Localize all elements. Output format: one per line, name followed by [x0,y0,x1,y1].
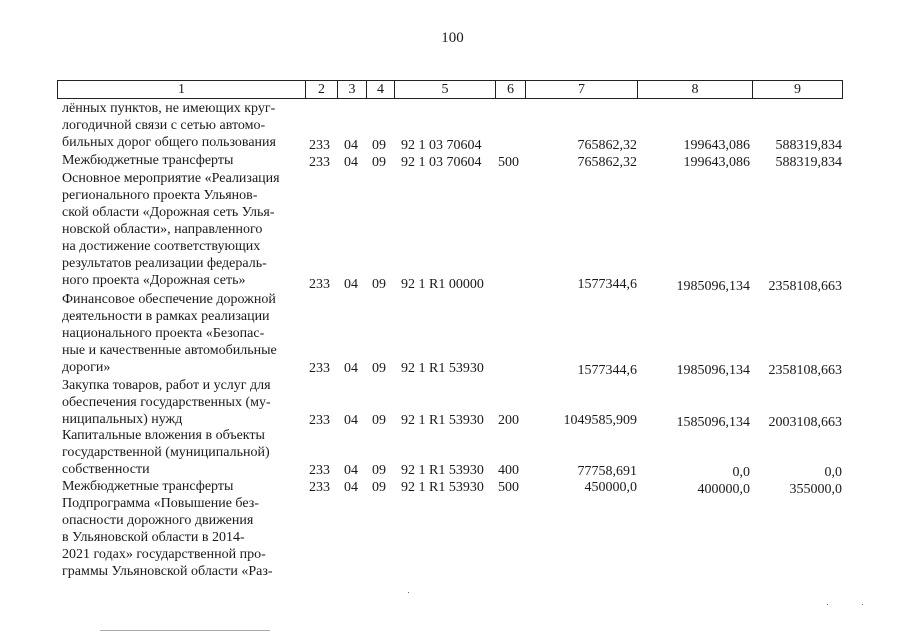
cell-section: 04 [344,138,358,153]
cell-amount-1: 77758,691 [577,464,637,479]
cell-subsection: 09 [372,277,386,292]
row-text-line: регионального проекта Ульянов- [62,188,258,203]
row-text-line: деятельности в рамках реализации [62,309,270,324]
row-text-line: Основное мероприятие «Реализация [62,171,280,186]
cell-subsection: 09 [372,413,386,428]
header-col-4: 4 [366,80,394,99]
cell-gr: 233 [309,138,330,153]
cell-amount-1: 1049585,909 [563,413,637,428]
cell-subsection: 09 [372,480,386,495]
row-text-line: дороги» [62,360,111,375]
header-col-2: 2 [305,80,337,99]
cell-subsection: 09 [372,138,386,153]
cell-target: 92 1 03 70604 [401,138,482,153]
cell-amount-2: 1585096,134 [676,415,750,430]
row-text-line: государственной (муниципальной) [62,445,270,460]
cell-amount-3: 2358108,663 [768,363,842,378]
row-text-line: результатов реализации федераль- [62,256,267,271]
cell-target: 92 1 03 70604 [401,155,482,170]
table-row [62,495,298,580]
cell-target: 92 1 R1 53930 [401,480,484,495]
table-row [62,427,298,478]
cell-section: 04 [344,277,358,292]
row-text-line: в Ульяновской области в 2014- [62,530,245,545]
cell-gr: 233 [309,361,330,376]
row-text-line: Финансовое обеспечение дорожной [62,292,276,307]
row-text-line: лённых пунктов, не имеющих круг- [62,101,276,116]
cell-amount-1: 450000,0 [584,480,637,495]
table-row [62,291,298,376]
cell-target: 92 1 R1 53930 [401,361,484,376]
table-row [62,170,298,289]
row-text-line: на достижение соответствующих [62,239,261,254]
scan-artifact [408,592,409,593]
cell-gr: 233 [309,155,330,170]
row-text-line: обеспечения государственных (му- [62,395,271,410]
page-number: 100 [441,30,464,46]
header-col-1: 1 [57,80,305,99]
row-text-line: бильных дорог общего пользования [62,135,276,150]
table-header [0,80,905,100]
header-col-3: 3 [337,80,366,99]
row-text-line: граммы Ульяновской области «Раз- [62,564,273,579]
header-col-8: 8 [637,80,752,99]
table-row [62,152,298,169]
cell-amount-1: 765862,32 [577,138,637,153]
header-col-7: 7 [525,80,637,99]
cell-amount-1: 1577344,6 [577,363,637,378]
cell-amount-3: 0,0 [824,465,842,480]
row-text-line: логодичной связи с сетью автомо- [62,118,266,133]
row-text-line: новской области», направленного [62,222,263,237]
cell-amount-2: 1985096,134 [676,279,750,294]
cell-type: 500 [498,155,519,170]
cell-amount-2: 199643,086 [683,138,750,153]
header-col-5: 5 [394,80,495,99]
scan-artifact [100,630,270,631]
cell-gr: 233 [309,277,330,292]
row-text-line: опасности дорожного движения [62,513,254,528]
row-text-line: Межбюджетные трансферты [62,153,234,168]
cell-gr: 233 [309,480,330,495]
cell-section: 04 [344,155,358,170]
row-text-line: Подпрограмма «Повышение без- [62,496,259,511]
cell-target: 92 1 R1 53930 [401,413,484,428]
cell-gr: 233 [309,463,330,478]
cell-target: 92 1 R1 00000 [401,277,484,292]
table-row [62,478,298,495]
table-row [62,100,298,151]
cell-section: 04 [344,463,358,478]
scan-artifact [827,604,828,605]
cell-type: 200 [498,413,519,428]
row-text-line: ниципальных) нужд [62,412,183,427]
cell-section: 04 [344,413,358,428]
header-col-6: 6 [495,80,525,99]
table-row [62,377,298,428]
row-text-line: ской области «Дорожная сеть Улья- [62,205,275,220]
cell-amount-3: 588319,834 [775,138,842,153]
cell-amount-3: 2003108,663 [768,415,842,430]
row-text-line: Закупка товаров, работ и услуг для [62,378,271,393]
cell-type: 500 [498,480,519,495]
row-text-line: Капитальные вложения в объекты [62,428,265,443]
cell-type: 400 [498,463,519,478]
cell-section: 04 [344,361,358,376]
cell-target: 92 1 R1 53930 [401,463,484,478]
row-text-line: Межбюджетные трансферты [62,479,234,494]
scan-artifact [862,604,863,605]
header-col-9: 9 [752,80,843,99]
row-text-line: ные и качественные автомобильные [62,343,277,358]
cell-amount-3: 355000,0 [789,482,842,497]
cell-amount-3: 2358108,663 [768,279,842,294]
cell-subsection: 09 [372,155,386,170]
cell-section: 04 [344,480,358,495]
cell-amount-2: 199643,086 [683,155,750,170]
cell-subsection: 09 [372,361,386,376]
cell-subsection: 09 [372,463,386,478]
cell-amount-2: 400000,0 [697,482,750,497]
row-text-line: национального проекта «Безопас- [62,326,265,341]
cell-amount-1: 1577344,6 [577,277,637,292]
cell-amount-2: 0,0 [732,465,750,480]
cell-amount-3: 588319,834 [775,155,842,170]
row-text-line: собственности [62,462,150,477]
cell-amount-2: 1985096,134 [676,363,750,378]
row-text-line: 2021 годах» государственной про- [62,547,266,562]
row-text-line: ного проекта «Дорожная сеть» [62,273,246,288]
cell-amount-1: 765862,32 [577,155,637,170]
cell-gr: 233 [309,413,330,428]
